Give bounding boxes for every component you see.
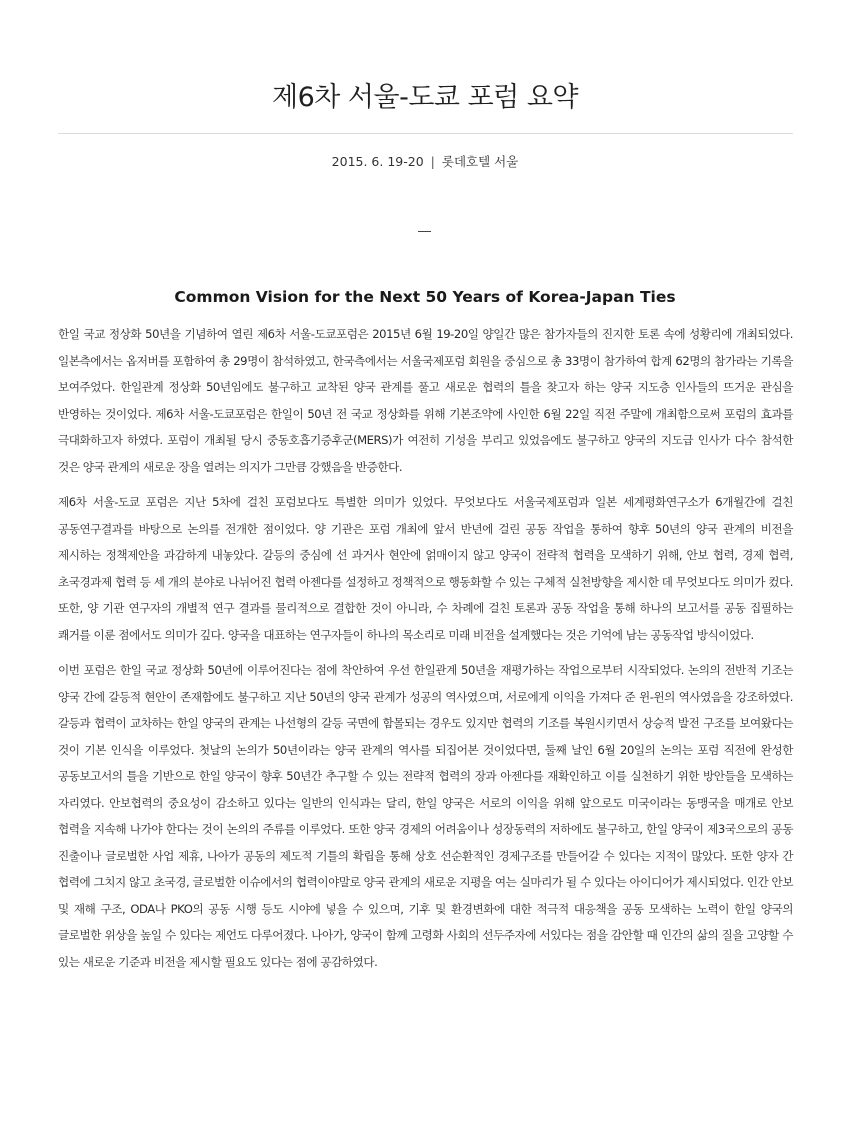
article-body (58, 321, 793, 984)
paragraph: 제6차 서울-도쿄 포럼은 지난 5차에 걸친 포럼보다도 특별한 의미가 있었다. 무엇보다도 서울국제포럼과 일본 세계평화연구소가 6개월간에 걸친 공동연구결과를 바탕으로 논의를 전개한 점이었다. 양 기관은 포럼 개최에 앞서 반년에 걸린 공동 작업을 통하여 향후 50년의 양국 관계의 비전을 제시하는 정책제안을 과감하게 내놓았다. 갈등의 중심에 선 과거사 현안에 얽매이지 않고 양국이 전략적 협력을 모색하기 위해, 안보 협력, 경제 협력, 초국경과제 협력 등 세 개의 분야로 나뉘어진 협력 아젠다를 설정하고 정책적으로 행동화할 수 있는 구체적 실천방향을 제시한 데 무엇보다도 의미가 컸다. 또한, 양 기관 연구자의 개별적 연구 결과를 물리적으로 결합한 것이 아니라, 수 차례에 걸친 토론과 공동 작업을 통해 하나의 보고서를 공동 집필하는 쾌거를 이룬 점에서도 의미가 깊다. 양국을 대표하는 연구자들이 하나의 목소리로 미래 비전을 설계했다는 것은 기억에 남는 공동작업 방식이었다. (58, 495, 793, 642)
event-date: 2015. 6. 19-20 (331, 154, 424, 169)
event-venue: 롯데호텔 서울 (441, 154, 519, 169)
section-dash-divider (418, 231, 431, 232)
section-heading: Common Vision for the Next 50 Years of Korea-Japan Ties (174, 288, 676, 306)
meta-separator: | (430, 154, 435, 169)
paragraph: 한일 국교 정상화 50년을 기념하여 열린 제6차 서울-도쿄포럼은 2015년 6월 19-20일 양일간 많은 참가자들의 진지한 토론 속에 성황리에 개최되었다. 일본측에서는 옵저버를 포함하여 총 29명이 참석하였고, 한국측에서는 서울국제포럼 회원을 중심으로 총 33명이 참가하여 합계 62명의 참가라는 기록을 보여주었다. 한일관계 정상화 50년임에도 불구하고 교착된 양국 관계를 풀고 새로운 협력의 틀을 찾고자 하는 양국 지도층 인사들의 뜨거운 관심을 반영하는 것이었다. 제6차 서울-도쿄포럼은 한일이 50년 전 국교 정상화를 위해 기본조약에 사인한 6월 22일 직전 주말에 개최함으로써 포럼의 효과를 극대화하고자 하였다. 포럼이 개최될 당시 중동호흡기증후군(MERS)가 여전히 기성을 부리고 있었음에도 불구하고 양국의 지도급 인사가 다수 참석한 것은 양국 관계의 새로운 장을 열려는 의지가 그만큼 강했음을 반증한다. (58, 327, 793, 474)
title-divider (58, 133, 793, 134)
paragraph: 이번 포럼은 한일 국교 정상화 50년에 이루어진다는 점에 착안하여 우선 한일관계 50년을 재평가하는 작업으로부터 시작되었다. 논의의 전반적 기조는 양국 간에 갈등적 현안이 존재함에도 불구하고 지난 50년의 양국 관계가 성공의 역사였으며, 서로에게 이익을 가져다 준 윈-윈의 역사였음을 강조하였다. 갈등과 협력이 교차하는 한일 양국의 관계는 나선형의 갈등 국면에 함몰되는 경우도 있지만 협력의 기조를 복원시키면서 상승적 발전 구조를 보여왔다는 것이 기본 인식을 이루었다. 첫날의 논의가 50년이라는 양국 관계의 역사를 되집어본 것이었다면, 둘째 날인 6월 20일의 논의는 포럼 직전에 완성한 공동보고서의 틀을 기반으로 한일 양국이 향후 50년간 추구할 수 있는 전략적 협력의 장과 아젠다를 재확인하고 이를 실천하기 위한 방안들을 모색하는 자리였다. 안보협력의 중요성이 감소하고 있다는 일반의 인식과는 달리, 한일 양국은 서로의 이익을 위해 앞으로도 미국이라는 동맹국을 매개로 안보 협력을 지속해 나가야 한다는 것이 논의의 주류를 이루었다. 또한 양국 경제의 어려움이나 성장동력의 저하에도 불구하고, 한일 양국이 제3국으로의 공동 진출이나 글로벌한 사업 제휴, 나아가 공동의 제도적 기틀의 확립을 통해 상호 선순환적인 경제구조를 만들어갈 수 있다는 지적이 많았다. 또한 양자 간 협력에 그치지 않고 초국경, 글로벌한 이슈에서의 협력이야말로 양국 관계의 새로운 지평을 여는 실마리가 될 수 있다는 아이디어가 제시되었다. 인간 안보 및 재해 구조, ODA나 PKO의 공동 시행 등도 시야에 넣을 수 있으며, 기후 및 환경변화에 대한 적극적 대응책을 공동 모색하는 노력이 한일 양국의 글로벌한 위상을 높일 수 있다는 제언도 다루어졌다. 나아가, 양국이 함께 고령화 사회의 선두주자에 서있다는 점을 감안할 때 인간의 삶의 질을 고양할 수 있는 새로운 기준과 비전을 제시할 필요도 있다는 점에 공감하였다. (58, 663, 793, 969)
page-title: 제6차 서울-도쿄 포럼 요약 (272, 82, 578, 113)
event-meta (0, 152, 850, 172)
